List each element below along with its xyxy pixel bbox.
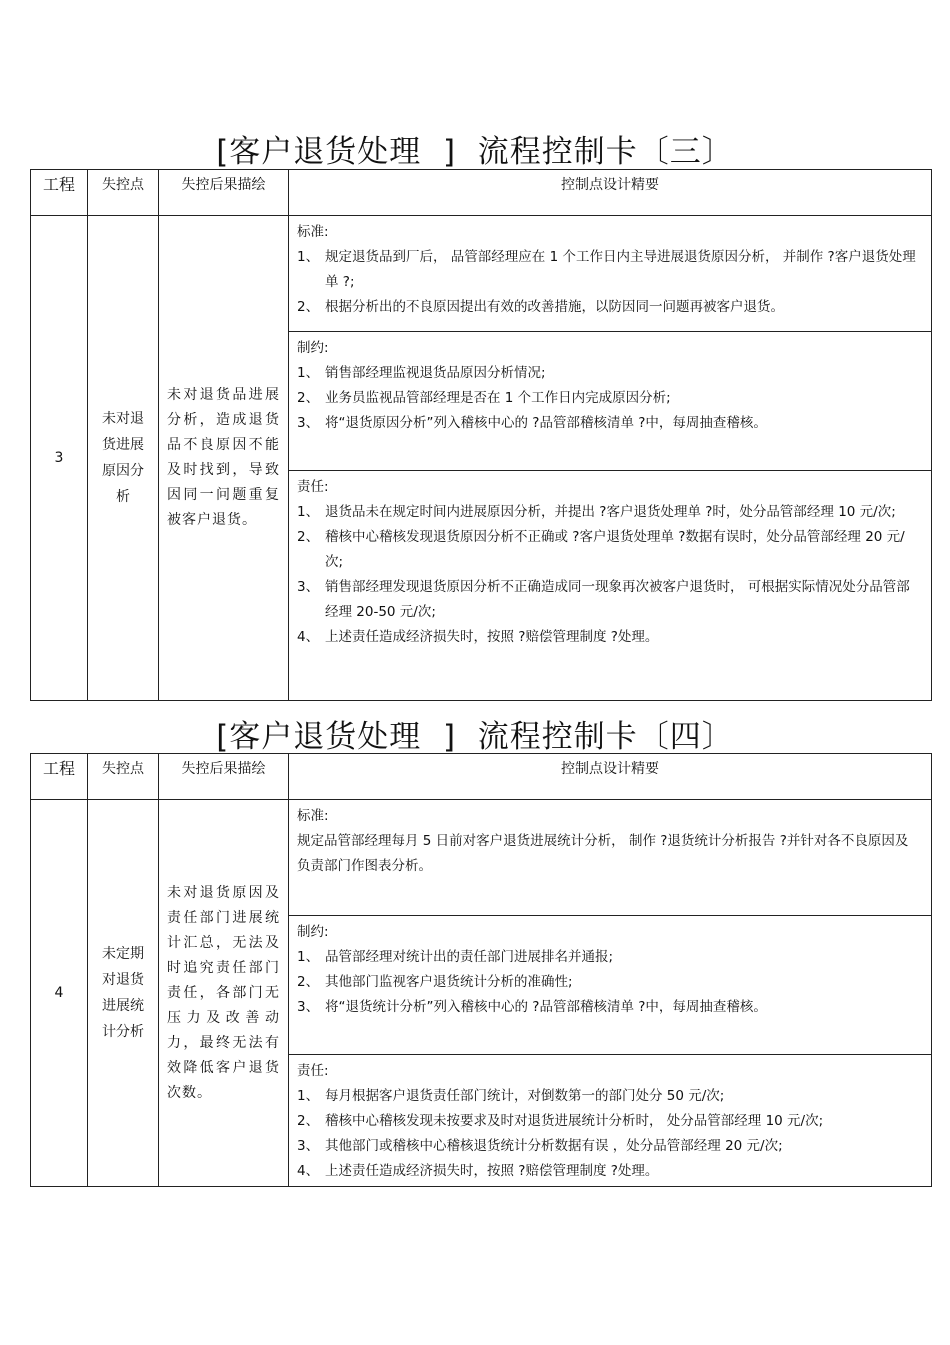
item-text: 其他部门监视客户退货统计分析的准确性;: [325, 974, 573, 990]
responsibility-section: [289, 1054, 931, 1186]
list-item: [297, 500, 921, 525]
list-item: [297, 1159, 921, 1184]
item-text: 根据分析出的不良原因提出有效的改善措施，以防因同一问题再被客户退货。: [325, 299, 784, 315]
constraint-section: [289, 915, 931, 1054]
consequence-cell: [159, 216, 289, 700]
standard-text: 规定品管部经理每月 5 日前对客户退货进展统计分析， 制作 ?退货统计分析报告 ?并针对各不良原因及负责部门作图表分析。: [297, 833, 909, 874]
header-control-point: 失控点: [88, 170, 159, 215]
item-number: 4、: [297, 1163, 320, 1179]
header-step: 工程: [31, 754, 88, 799]
consequence-text: 未对退货品进展分析，造成退货品不良原因不能及时找到，导致因同一问题重复被客户退货。: [167, 387, 280, 528]
item-number: 2、: [297, 974, 320, 990]
item-text: 规定退货品到厂后， 品管部经理应在 1 个工作日内主导进展退货原因分析， 并制作 ?客户退货处理单 ?;: [325, 249, 916, 290]
responsibility-title: 责任:: [297, 1063, 329, 1079]
list-item: [297, 386, 921, 411]
card-title: [客户退货处理 ] 流程控制卡〔四〕: [216, 719, 734, 755]
constraint-title: 制约:: [297, 924, 329, 940]
item-text: 每月根据客户退货责任部门统计，对倒数第一的部门处分 50 元/次;: [325, 1088, 725, 1104]
list-item: [297, 575, 921, 625]
item-text: 将“退货原因分析”列入稽核中心的 ?品管部稽核清单 ?中，每周抽查稽核。: [325, 415, 767, 431]
control-point-text: 未对退货进展原因分析: [102, 411, 144, 505]
list-item: [297, 525, 921, 575]
item-text: 上述责任造成经济损失时，按照 ?赔偿管理制度 ?处理。: [325, 1163, 659, 1179]
item-number: 1、: [297, 949, 320, 965]
item-number: 3、: [297, 579, 320, 595]
list-item: [297, 1134, 921, 1159]
item-text: 其他部门或稽核中心稽核退货统计分析数据有误 ，处分品管部经理 20 元/次;: [325, 1138, 783, 1154]
item-number: 3、: [297, 999, 320, 1015]
consequence-cell: [159, 800, 289, 1186]
list-item: [297, 295, 921, 320]
header-design-essentials: 控制点设计精要: [561, 761, 659, 777]
item-number: 1、: [297, 249, 320, 265]
card-title: [客户退货处理 ] 流程控制卡〔三〕: [216, 134, 734, 170]
item-number: 2、: [297, 1113, 320, 1129]
standard-title: 标准:: [297, 224, 329, 240]
header-consequence: 失控后果描绘: [159, 754, 289, 799]
table-header: [31, 170, 931, 216]
header-consequence: 失控后果描绘: [159, 170, 289, 215]
step-number: 4: [31, 800, 88, 1186]
item-number: 1、: [297, 365, 320, 381]
item-text: 退货品未在规定时间内进展原因分析，并提出 ?客户退货处理单 ?时，处分品管部经理 10 元/次;: [325, 504, 896, 520]
list-item: [297, 970, 921, 995]
item-number: 2、: [297, 529, 320, 545]
item-number: 1、: [297, 504, 320, 520]
step-number: 3: [31, 216, 88, 700]
header-control-point: 失控点: [88, 754, 159, 799]
item-text: 品管部经理对统计出的责任部门进展排名并通报;: [325, 949, 614, 965]
list-item: [297, 625, 921, 650]
item-number: 3、: [297, 1138, 320, 1154]
list-item: [297, 361, 921, 386]
table-row: [31, 216, 931, 700]
control-point-cell: [88, 800, 159, 1186]
item-number: 2、: [297, 299, 320, 315]
standard-section: [289, 800, 931, 915]
list-item: [297, 1109, 921, 1134]
list-item: [297, 411, 921, 436]
table-row: [31, 800, 931, 1186]
control-point-cell: [88, 216, 159, 700]
standard-section: [289, 216, 931, 331]
control-card-table: [30, 753, 932, 1187]
design-essentials-cell: [289, 216, 931, 700]
item-number: 3、: [297, 415, 320, 431]
control-point-text: 未定期对退货进展统计分析: [102, 946, 144, 1040]
item-number: 4、: [297, 629, 320, 645]
list-item: [297, 1084, 921, 1109]
item-text: 稽核中心稽核发现未按要求及时对退货进展统计分析时， 处分品管部经理 10 元/次;: [325, 1113, 824, 1129]
item-text: 稽核中心稽核发现退货原因分析不正确或 ?客户退货处理单 ?数据有误时，处分品管部经理 20 元/次;: [325, 529, 905, 570]
control-card-table: [30, 169, 932, 701]
item-text: 销售部经理发现退货原因分析不正确造成同一现象再次被客户退货时， 可根据实际情况处分品管部经理 20-50 元/次;: [325, 579, 910, 620]
responsibility-title: 责任:: [297, 479, 329, 495]
header-design-essentials: 控制点设计精要: [561, 177, 659, 193]
standard-title: 标准:: [297, 808, 329, 824]
list-item: [297, 945, 921, 970]
list-item: [297, 995, 921, 1020]
header-step: 工程: [31, 170, 88, 215]
item-number: 1、: [297, 1088, 320, 1104]
consequence-text: 未对退货原因及责任部门进展统计汇总，无法及时追究责任部门责任，各部门无压力及改善动力，最终无法有效降低客户退货次数。: [167, 884, 280, 1101]
table-header: [31, 754, 931, 800]
responsibility-section: [289, 470, 931, 700]
item-number: 2、: [297, 390, 320, 406]
item-text: 将“退货统计分析”列入稽核中心的 ?品管部稽核清单 ?中，每周抽查稽核。: [325, 999, 767, 1015]
item-text: 业务员监视品管部经理是否在 1 个工作日内完成原因分析;: [325, 390, 671, 406]
list-item: [297, 245, 921, 295]
constraint-title: 制约:: [297, 340, 329, 356]
design-essentials-cell: [289, 800, 931, 1186]
constraint-section: [289, 331, 931, 470]
item-text: 上述责任造成经济损失时，按照 ?赔偿管理制度 ?处理。: [325, 629, 659, 645]
item-text: 销售部经理监视退货品原因分析情况;: [325, 365, 546, 381]
